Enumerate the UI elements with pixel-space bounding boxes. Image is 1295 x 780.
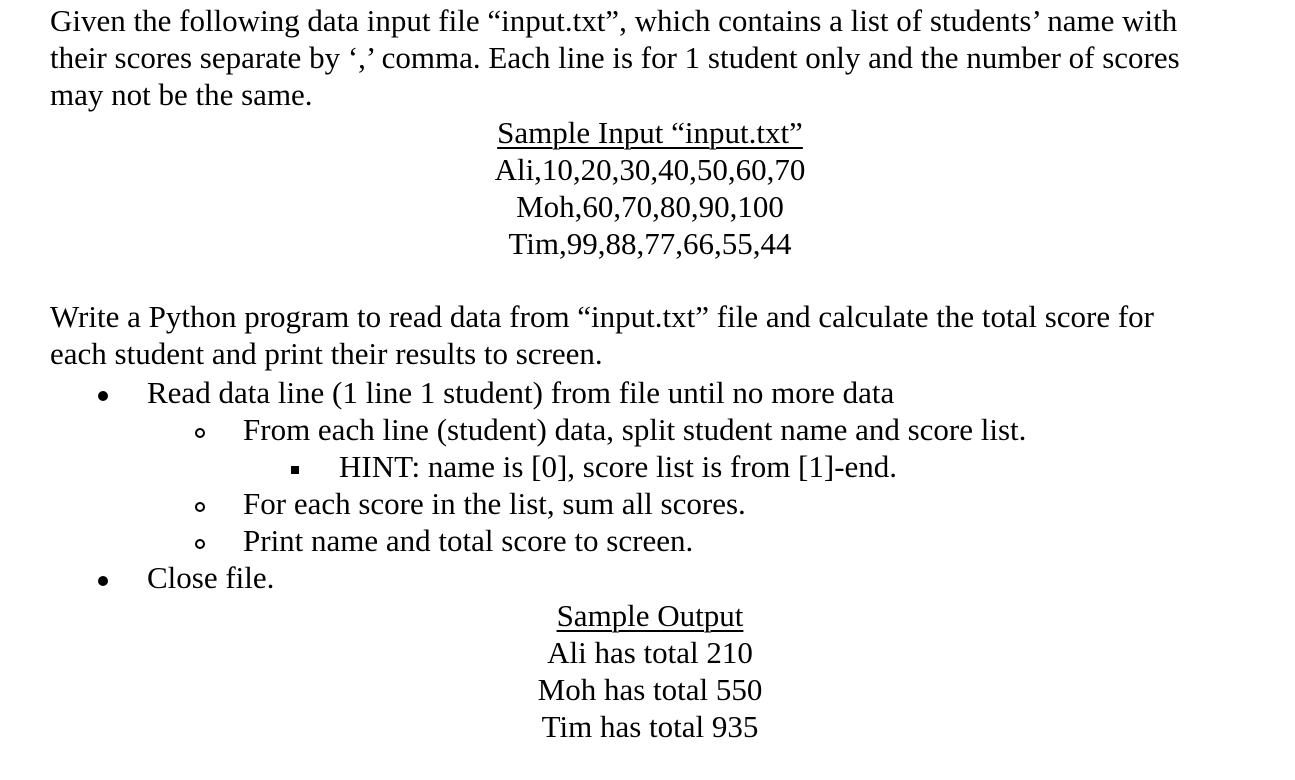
circle-bullet-icon (185, 411, 215, 448)
step-close: Close file. (147, 560, 275, 595)
sample-output-block (50, 597, 1250, 745)
sample-output-line: Tim has total 935 (541, 709, 759, 744)
task-paragraph (50, 298, 1250, 372)
list-item (50, 522, 1250, 559)
step-print: Print name and total score to screen. (243, 523, 694, 558)
intro-line: Given the following data input file “input.txt”, which contains a list of students’ name with (50, 3, 1178, 38)
sample-input-line: Ali,10,20,30,40,50,60,70 (494, 152, 806, 187)
sample-input-line: Moh,60,70,80,90,100 (516, 189, 784, 224)
step-read: Read data line (1 line 1 student) from file until no more data (147, 375, 895, 410)
intro-line: their scores separate by ‘,’ comma. Each line is for 1 student only and the number of scores (50, 40, 1180, 75)
intro-line: may not be the same. (50, 77, 313, 112)
list-item (50, 411, 1250, 448)
intro-paragraph (50, 2, 1250, 113)
sample-input-line: Tim,99,88,77,66,55,44 (508, 226, 792, 261)
sample-output-line: Moh has total 550 (537, 672, 763, 707)
circle-bullet-icon (185, 485, 215, 522)
task-line: Write a Python program to read data from “input.txt” file and calculate the total score for (50, 299, 1154, 334)
step-hint: HINT: name is [0], score list is from [1]-end. (339, 449, 898, 484)
square-bullet-icon (280, 448, 310, 485)
bullet-icon (88, 374, 118, 411)
circle-bullet-icon (185, 522, 215, 559)
step-split: From each line (student) data, split student name and score list. (243, 412, 1027, 447)
list-item (50, 374, 1250, 411)
list-item (50, 448, 1250, 485)
task-line: each student and print their results to screen. (50, 336, 603, 371)
step-sum: For each score in the list, sum all scores. (243, 486, 746, 521)
list-item (50, 485, 1250, 522)
list-item (50, 559, 1250, 596)
sample-output-heading: Sample Output (556, 598, 744, 633)
bullet-icon (88, 559, 118, 596)
steps-list (50, 374, 1250, 596)
sample-input-block (50, 114, 1250, 262)
sample-input-heading: Sample Input “input.txt” (497, 115, 803, 150)
sample-output-line: Ali has total 210 (547, 635, 753, 670)
